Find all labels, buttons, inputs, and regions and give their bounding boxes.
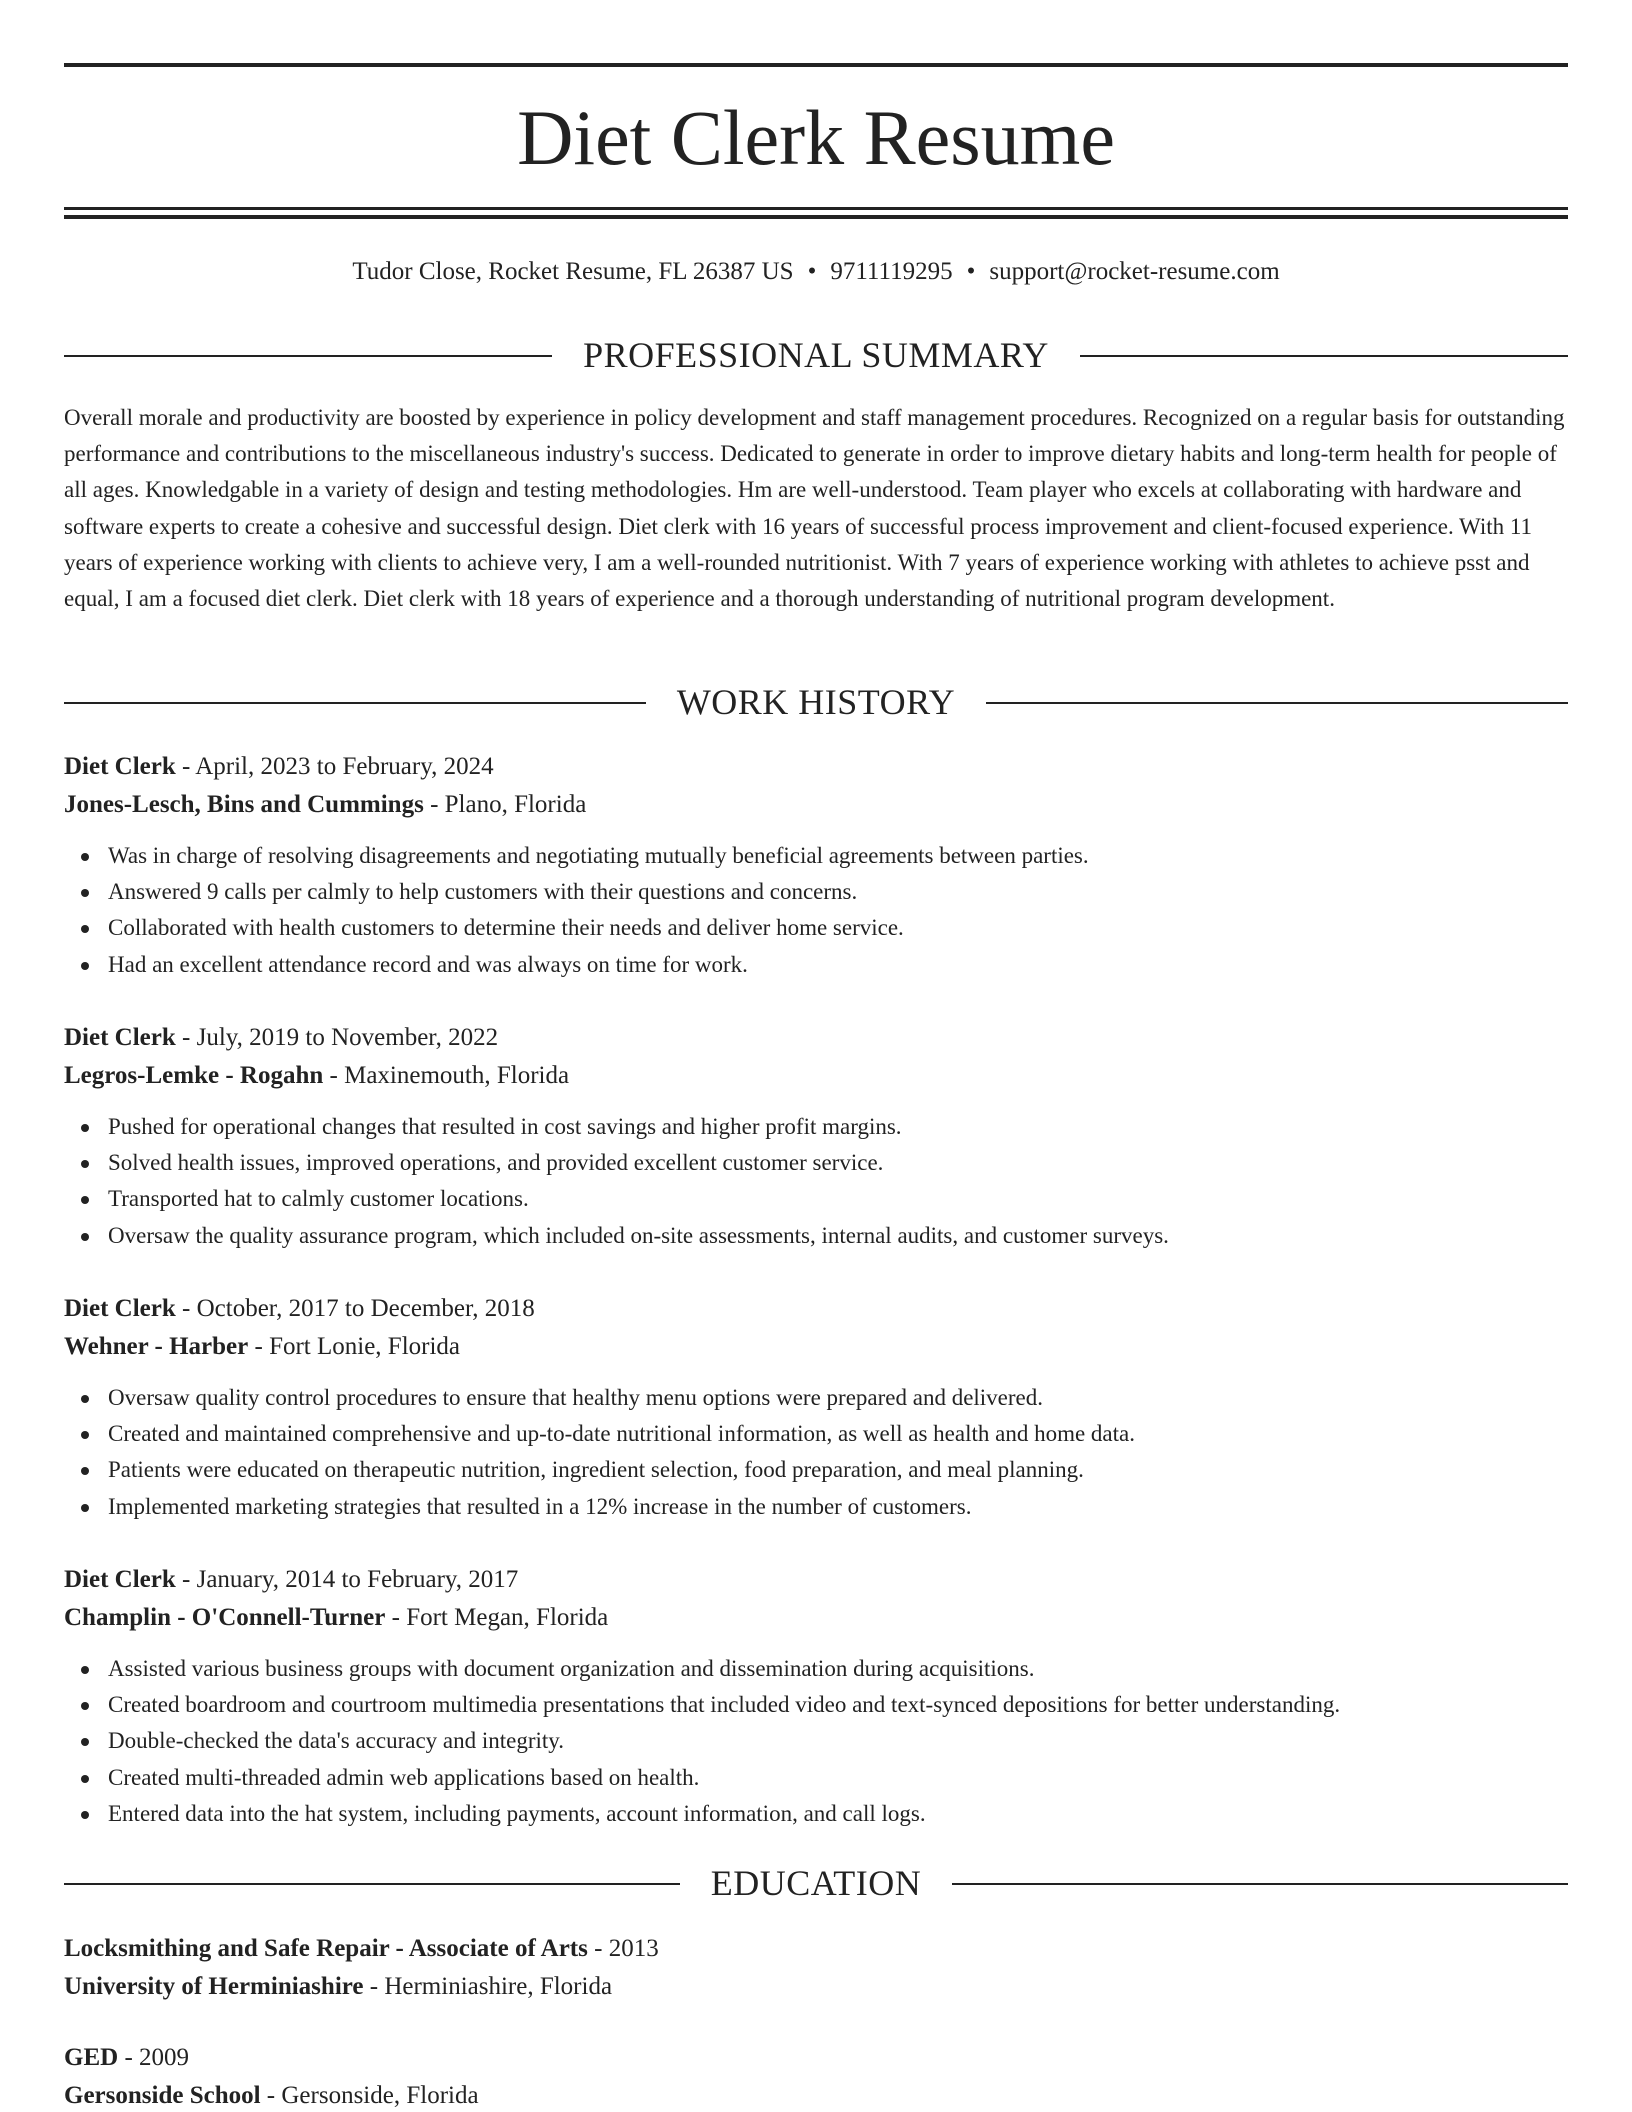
- job-company: Legros-Lemke - Rogahn: [64, 1062, 324, 1089]
- job-entry: [64, 1561, 1568, 1832]
- education-degree-line: [64, 2039, 1568, 2077]
- title-rule-lower: [64, 215, 1568, 219]
- bullet-text: Had an excellent attendance record and was always on time for work.: [108, 951, 748, 977]
- list-item: [64, 1489, 1568, 1525]
- job-title: Diet Clerk: [64, 1024, 176, 1051]
- list-item: [64, 1687, 1568, 1723]
- job-title-line: [64, 1019, 1568, 1057]
- section-heading-summary: [64, 333, 1568, 377]
- job-dates: April, 2023 to February, 2024: [195, 753, 494, 780]
- bullet-icon: [81, 1738, 89, 1746]
- job-location: Maxinemouth, Florida: [344, 1062, 570, 1089]
- job-company: Champlin - O'Connell-Turner: [64, 1604, 386, 1631]
- list-item: [64, 1181, 1568, 1217]
- section-title: WORK HISTORY: [676, 682, 956, 722]
- job-bullets: [64, 1380, 1568, 1525]
- job-company-line: [64, 1328, 1568, 1366]
- list-item: [64, 1723, 1568, 1759]
- job-dates: October, 2017 to December, 2018: [196, 1295, 535, 1322]
- job-entry: [64, 1290, 1568, 1525]
- education-school: Gersonside School: [64, 2082, 261, 2109]
- list-item: [64, 1145, 1568, 1181]
- bullet-icon: [81, 1196, 89, 1204]
- job-title: Diet Clerk: [64, 753, 176, 780]
- bullet-icon: [81, 1666, 89, 1674]
- education-degree: GED: [64, 2044, 119, 2071]
- job-location: Fort Lonie, Florida: [269, 1333, 461, 1360]
- job-company: Wehner - Harber: [64, 1333, 249, 1360]
- bullet-text: Answered 9 calls per calmly to help customers with their questions and concerns.: [108, 879, 858, 905]
- job-company-line: [64, 1057, 1568, 1095]
- job-title-line: [64, 1561, 1568, 1599]
- education-degree: Locksmithing and Safe Repair - Associate of Arts: [64, 1935, 588, 1962]
- job-title: Diet Clerk: [64, 1566, 176, 1593]
- contact-address: Tudor Close, Rocket Resume, FL 26387 US: [352, 258, 794, 285]
- section-title: PROFESSIONAL SUMMARY: [583, 335, 1049, 375]
- job-title: Diet Clerk: [64, 1295, 176, 1322]
- list-item: [64, 1452, 1568, 1488]
- job-bullets: [64, 1109, 1568, 1254]
- dash: -: [385, 1604, 407, 1631]
- contact-line: [8, 254, 1624, 290]
- dash: -: [363, 1973, 385, 2000]
- bullet-icon: [81, 1811, 89, 1819]
- dash: -: [587, 1935, 609, 1962]
- bullet-text: Created multi-threaded admin web applications based on health.: [108, 1764, 700, 1790]
- job-company-line: [64, 786, 1568, 824]
- bullet-icon: [81, 1467, 89, 1475]
- bullet-text: Assisted various business groups with document organization and dissemination during acquisitions.: [108, 1656, 1035, 1681]
- job-dates: January, 2014 to February, 2017: [196, 1566, 519, 1593]
- job-location: Plano, Florida: [444, 791, 587, 818]
- dash: -: [175, 1566, 197, 1593]
- dash: -: [175, 1024, 197, 1051]
- list-item: [64, 1796, 1568, 1832]
- job-entry: [64, 748, 1568, 983]
- bullet-icon: [81, 853, 89, 861]
- title-rule-upper: [64, 207, 1568, 210]
- bullet-icon: [81, 889, 89, 897]
- list-item: [64, 1651, 1568, 1687]
- list-item: [64, 838, 1568, 874]
- bullet-text: Created and maintained comprehensive and up-to-date nutritional information, as well as health and home data.: [108, 1421, 1135, 1447]
- contact-separator: •: [807, 258, 817, 285]
- bullet-text: Pushed for operational changes that resulted in cost savings and higher profit margins.: [108, 1114, 902, 1139]
- dash: -: [118, 2044, 140, 2071]
- bullet-icon: [81, 1395, 89, 1403]
- bullet-text: Implemented marketing strategies that resulted in a 12% increase in the number of customers.: [108, 1493, 972, 1519]
- list-item: [64, 910, 1568, 946]
- education-location: Gersonside, Florida: [281, 2082, 479, 2109]
- bullet-icon: [81, 1504, 89, 1512]
- job-title-line: [64, 1290, 1568, 1328]
- dash: -: [248, 1333, 270, 1360]
- list-item: [64, 1380, 1568, 1416]
- summary-text: Overall morale and productivity are boosted by experience in policy development and staff management procedures. Recognized on a regular basis for outstanding performance and contributions to the miscellaneous industry's success. Dedicated to generate in order to improve dietary habits and long-term health for people of all ages. Knowledgable in a variety of design and testing methodologies. Hm are well-understood. Team player who excels at collaborating with hardware and software experts to create a cohesive and successful design. Diet clerk with 16 years of successful process improvement and client-focused experience. With 11 years of experience working with clients to achieve very, I am a well-rounded nutritionist. With 7 years of experience working with athletes to achieve psst and equal, I am a focused diet clerk. Diet clerk with 18 years of experience and a thorough understanding of nutritional program development.: [64, 405, 1565, 612]
- job-company: Jones-Lesch, Bins and Cummings: [64, 791, 424, 818]
- education-location: Herminiashire, Florida: [384, 1973, 613, 2000]
- bullet-icon: [81, 1124, 89, 1132]
- education-entry: [64, 2039, 1568, 2112]
- bullet-icon: [81, 1702, 89, 1710]
- contact-phone: 9711119295: [830, 258, 953, 285]
- list-item: [64, 1416, 1568, 1452]
- bullet-text: Entered data into the hat system, including payments, account information, and call logs.: [108, 1800, 926, 1826]
- page-title: Diet Clerk Resume: [517, 94, 1115, 181]
- education-school: University of Herminiashire: [64, 1973, 364, 2000]
- contact-email: support@rocket-resume.com: [989, 258, 1280, 285]
- dash: -: [175, 1295, 197, 1322]
- dash: -: [175, 753, 196, 780]
- education-year: 2013: [608, 1935, 659, 1962]
- job-location: Fort Megan, Florida: [406, 1604, 609, 1631]
- contact-separator: •: [966, 258, 976, 285]
- education-degree-line: [64, 1930, 1568, 1968]
- bullet-icon: [81, 925, 89, 933]
- bullet-icon: [81, 1431, 89, 1439]
- top-rule: [64, 63, 1568, 67]
- education-school-line: [64, 1968, 1568, 2006]
- section-heading-work-history: [64, 680, 1568, 724]
- bullet-text: Solved health issues, improved operations, and provided excellent customer service.: [108, 1150, 884, 1176]
- bullet-text: Created boardroom and courtroom multimedia presentations that included video and text-synced depositions for better understanding.: [108, 1692, 1341, 1718]
- list-item: [64, 1760, 1568, 1796]
- bullet-icon: [81, 1160, 89, 1168]
- bullet-text: Transported hat to calmly customer locations.: [108, 1186, 529, 1212]
- job-bullets: [64, 838, 1568, 983]
- list-item: [64, 1218, 1568, 1254]
- job-dates: July, 2019 to November, 2022: [196, 1024, 499, 1051]
- job-title-line: [64, 748, 1568, 786]
- job-bullets: [64, 1651, 1568, 1832]
- section-heading-education: [64, 1861, 1568, 1905]
- bullet-text: Patients were educated on therapeutic nutrition, ingredient selection, food preparation, and meal planning.: [108, 1457, 1084, 1483]
- dash: -: [323, 1062, 345, 1089]
- job-company-line: [64, 1599, 1568, 1637]
- list-item: [64, 1109, 1568, 1145]
- bullet-icon: [81, 1233, 89, 1241]
- bullet-text: Double-checked the data's accuracy and integrity.: [108, 1728, 565, 1754]
- bullet-icon: [81, 1775, 89, 1783]
- education-year: 2009: [139, 2044, 190, 2071]
- bullet-text: Oversaw the quality assurance program, which included on-site assessments, internal audits, and customer surveys.: [108, 1222, 1169, 1248]
- bullet-text: Was in charge of resolving disagreements and negotiating mutually beneficial agreements between parties.: [108, 843, 1089, 868]
- job-entry: [64, 1019, 1568, 1254]
- bullet-icon: [81, 962, 89, 970]
- list-item: [64, 874, 1568, 910]
- bullet-text: Collaborated with health customers to determine their needs and deliver home service.: [108, 915, 904, 941]
- education-school-line: [64, 2077, 1568, 2112]
- dash: -: [423, 791, 445, 818]
- dash: -: [260, 2082, 282, 2109]
- bullet-text: Oversaw quality control procedures to ensure that healthy menu options were prepared and delivered.: [108, 1385, 1044, 1410]
- education-entry: [64, 1930, 1568, 2006]
- section-title: EDUCATION: [710, 1863, 922, 1903]
- list-item: [64, 947, 1568, 983]
